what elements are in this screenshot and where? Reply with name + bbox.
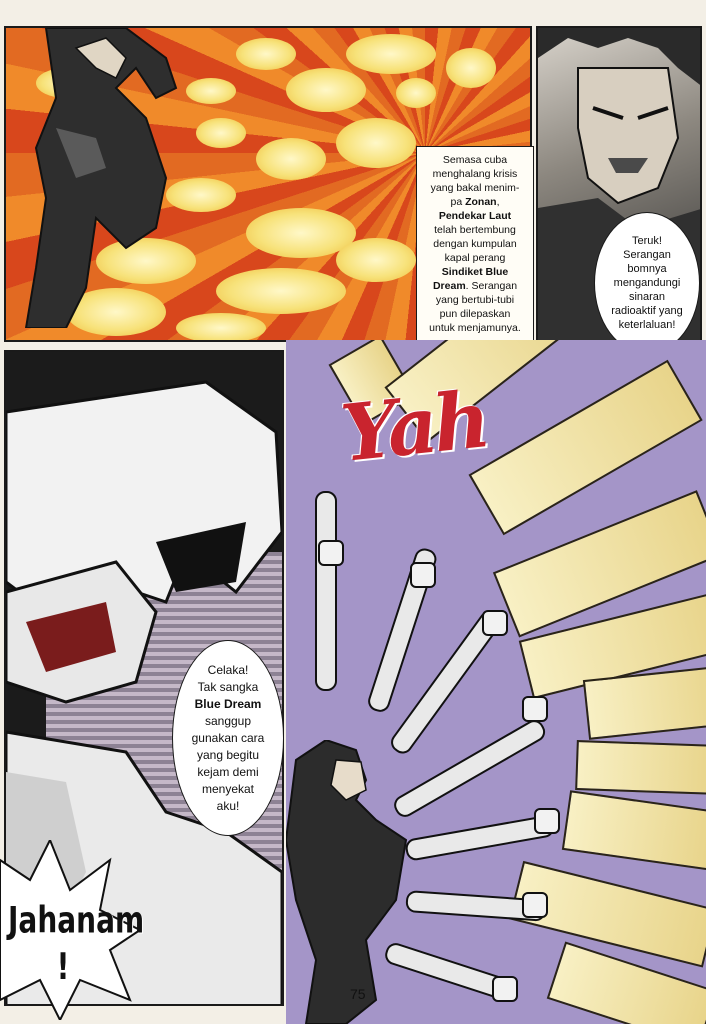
caption-line: kapal perang	[444, 252, 506, 264]
energy-blob	[256, 138, 326, 180]
energy-blob	[216, 268, 346, 314]
caption-name-pendekar-laut: Pendekar Laut	[438, 210, 512, 222]
fist	[522, 892, 548, 918]
fist	[492, 976, 518, 1002]
caption-line: telah bertembung	[434, 224, 516, 236]
bubble-line: Serangan	[623, 249, 671, 261]
caption-name-dream: Dream	[432, 280, 466, 292]
caption-text: ,	[496, 196, 500, 208]
caption-line: Semasa cuba	[442, 154, 508, 166]
bubble-line: bomnya	[627, 263, 667, 275]
fist	[318, 540, 344, 566]
fist	[534, 808, 560, 834]
caption-line: yang bertubi-tubi	[435, 294, 515, 306]
punching-arm	[315, 491, 337, 691]
energy-blob	[336, 238, 416, 282]
bubble-line: menyekat	[201, 781, 255, 796]
caption-text: pa	[450, 196, 463, 208]
caption-line: menghalang krisis	[432, 168, 518, 180]
fist	[410, 562, 436, 588]
bubble-line: sinaran	[628, 291, 666, 303]
energy-blob	[236, 38, 296, 70]
bubble-line: radioaktif yang	[611, 305, 683, 317]
bubble-line: gunakan cara	[191, 730, 265, 745]
bubble-line: mengandungi	[613, 277, 681, 289]
caption-line: untuk menjamunya.	[429, 322, 521, 334]
page-number: 75	[350, 986, 366, 1002]
light-ray	[562, 790, 706, 870]
bubble-line: Tak sangka	[197, 679, 259, 694]
bubble-line: kejam demi	[197, 764, 259, 779]
narration-caption	[416, 146, 534, 342]
caption-text: . Serangan	[465, 280, 518, 292]
caption-name-sindiket: Sindiket Blue	[441, 266, 509, 278]
sfx-jahanam-word: Jahanam	[8, 898, 145, 942]
energy-blob	[346, 34, 436, 74]
hero-attacking-figure	[286, 740, 446, 1024]
bubble-line: keterlaluan!	[618, 319, 676, 331]
light-ray	[575, 740, 706, 795]
sfx-yah: Yah	[337, 374, 491, 480]
sfx-jahanam-exclaim: !	[56, 945, 70, 989]
caption-line: pun dilepaskan	[439, 308, 511, 320]
energy-blob	[286, 68, 366, 112]
bubble-name-blue-dream: Blue Dream	[194, 696, 262, 711]
energy-blob	[396, 78, 436, 108]
bubble-line: aku!	[216, 798, 240, 813]
fist	[482, 610, 508, 636]
bubble-line: Celaka!	[207, 662, 249, 677]
caption-line: dengan kumpulan	[433, 238, 517, 250]
fist	[522, 696, 548, 722]
bubble-line: Teruk!	[632, 235, 662, 247]
energy-blob	[336, 118, 416, 168]
hero-falling-figure	[6, 28, 206, 328]
energy-blob	[446, 48, 496, 88]
caption-line: yang bakal menim-	[430, 182, 520, 194]
sfx-jahanam	[8, 897, 145, 991]
speech-bubble-teruk	[594, 212, 700, 354]
caption-name-zonan: Zonan	[465, 196, 497, 208]
speech-bubble-celaka	[172, 640, 284, 836]
bubble-line: sanggup	[204, 713, 252, 728]
bubble-line: yang begitu	[196, 747, 260, 762]
